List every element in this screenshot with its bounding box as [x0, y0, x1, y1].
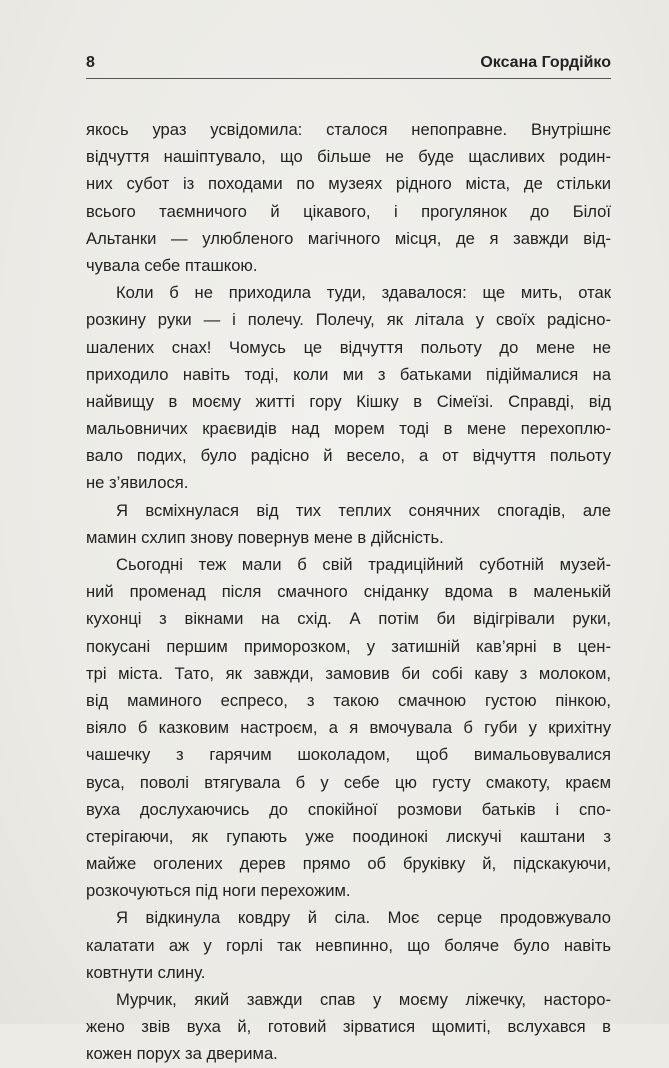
text-line: мамин схлип знову повернув мене в дійсність. — [86, 527, 444, 547]
text-line: майже оголених дерев прямо об бруківку й, підскакуючи, — [86, 854, 611, 874]
body-text — [86, 116, 611, 1068]
text-line: не з’явилося. — [86, 473, 189, 493]
text-line: Сьогодні теж мали б свій традиційний суботній музей- — [116, 555, 611, 574]
text-line: кожен порух за дверима. — [86, 1044, 278, 1064]
text-line: розкочуються під ноги перехожим. — [86, 881, 351, 901]
text-line: Я всміхнулася від тих теплих сонячних спогадів, але — [116, 500, 611, 520]
text-line: якось ураз усвідомила: сталося непоправне. Внутрішнє — [86, 120, 611, 139]
text-line: від маминого еспресо, з такою смачною густою пінкою, — [86, 690, 611, 710]
text-line: шалених снах! Чомусь це відчуття польоту до мене не — [86, 337, 611, 357]
text-line: чувала себе пташкою. — [86, 255, 258, 275]
text-line: приходило навіть тоді, коли ми з батьками підіймалися на — [86, 364, 611, 384]
header-rule — [86, 78, 611, 79]
text-line: вуха дослухаючись до спокійної розмови батьків і спо- — [86, 799, 611, 819]
text-line: всього таємничого й цікавого, і прогулянок до Білої — [86, 201, 611, 221]
text-line: ний променад після смачного сніданку вдома в маленькій — [86, 582, 611, 602]
text-line: них субот із походами по музеях рідного міста, де стільки — [86, 174, 611, 194]
text-line: Я відкинула ковдру й сіла. Моє серце продовжувало — [116, 908, 611, 928]
text-line: вуса, поволі втягувала б у себе цю густу смакоту, краєм — [86, 772, 611, 792]
text-line: ковтнути слину. — [86, 962, 206, 982]
text-line: мальовничих краєвидів над морем тоді в мене перехоплю- — [86, 419, 611, 439]
text-line: жено звів вуха й, готовий зірватися щомиті, вслухався в — [86, 1017, 611, 1037]
text-line: калатати аж у горлі так невпинно, що боляче було навіть — [86, 935, 611, 955]
text-line: трі міста. Тато, як завжди, замовив би собі каву з молоком, — [86, 663, 611, 683]
text-line: покусані першим приморозком, у затишній кав’ярні в цен- — [86, 636, 611, 656]
text-line: розкину руки — і полечу. Полечу, як літала у своїх радісно- — [86, 310, 611, 330]
text-line: кухонці з вікнами на схід. А потім би відігрівали руки, — [86, 609, 611, 629]
text-line: найвищу в моєму житті гору Кішку в Сімеїзі. Справді, від — [86, 391, 611, 411]
text-line: Альтанки — улюбленого магічного місця, де я завжди від- — [86, 228, 611, 248]
text-line: Коли б не приходила туди, здавалося: ще мить, отак — [116, 283, 611, 303]
text-line: Мурчик, який завжди спав у моєму ліжечку, насторо- — [116, 990, 611, 1009]
running-header — [86, 50, 611, 80]
text-line: вало подих, було радісно й весело, а от відчуття польоту — [86, 446, 611, 466]
text-line: чашечку з гарячим шоколадом, щоб вимальовувалися — [86, 745, 611, 765]
text-line: віяло б казковим настроєм, а я вмочувала б губи у крихітну — [86, 718, 611, 738]
text-line: відчуття нашіптувало, що більше не буде щасливих родин- — [86, 147, 611, 167]
text-line: стерігаючи, як гупають уже поодинокі лискучі каштани з — [86, 826, 611, 846]
page-number: 8 — [86, 54, 95, 71]
running-header-author: Оксана Гордійко — [480, 54, 611, 71]
